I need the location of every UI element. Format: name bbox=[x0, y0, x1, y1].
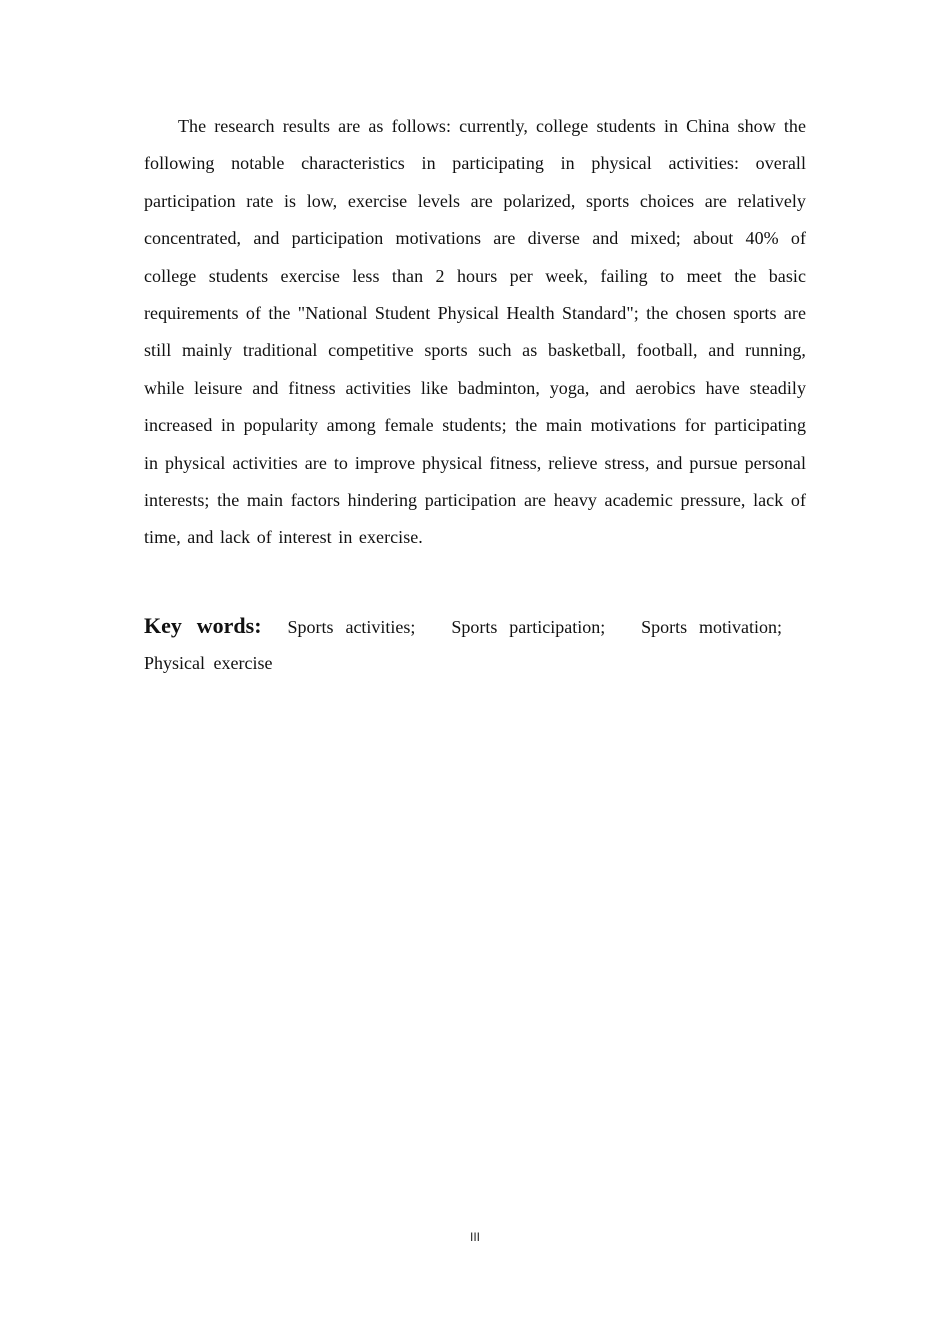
keyword-item: Sports participation; bbox=[451, 617, 606, 637]
keyword-item: Physical exercise bbox=[144, 653, 273, 673]
keyword-item: Sports activities; bbox=[287, 617, 416, 637]
abstract-paragraph: The research results are as follows: currently, college students in China show the following notable characteristics in participating in physical activities: overall participation rate is low, exercise levels are polarized, sports choices are relatively concentrated, and participation motivations are diverse and mixed; about 40% of college students exercise less than 2 hours per week, failing to meet the basic requirements of the "National Student Physical Health Standard"; the chosen sports are still mainly traditional competitive sports such as basketball, football, and running, while leisure and fitness activities like badminton, yoga, and aerobics have steadily increased in popularity among female students; the main motivations for participating in physical activities are to improve physical fitness, relieve stress, and pursue personal interests; the main factors hindering participation are heavy academic pressure, lack of time, and lack of interest in exercise. bbox=[144, 116, 806, 548]
keywords-line bbox=[144, 608, 806, 681]
keyword-item: Sports motivation; bbox=[641, 617, 782, 637]
page-number: III bbox=[469, 1230, 480, 1244]
keywords-label: Key words: bbox=[144, 613, 262, 638]
